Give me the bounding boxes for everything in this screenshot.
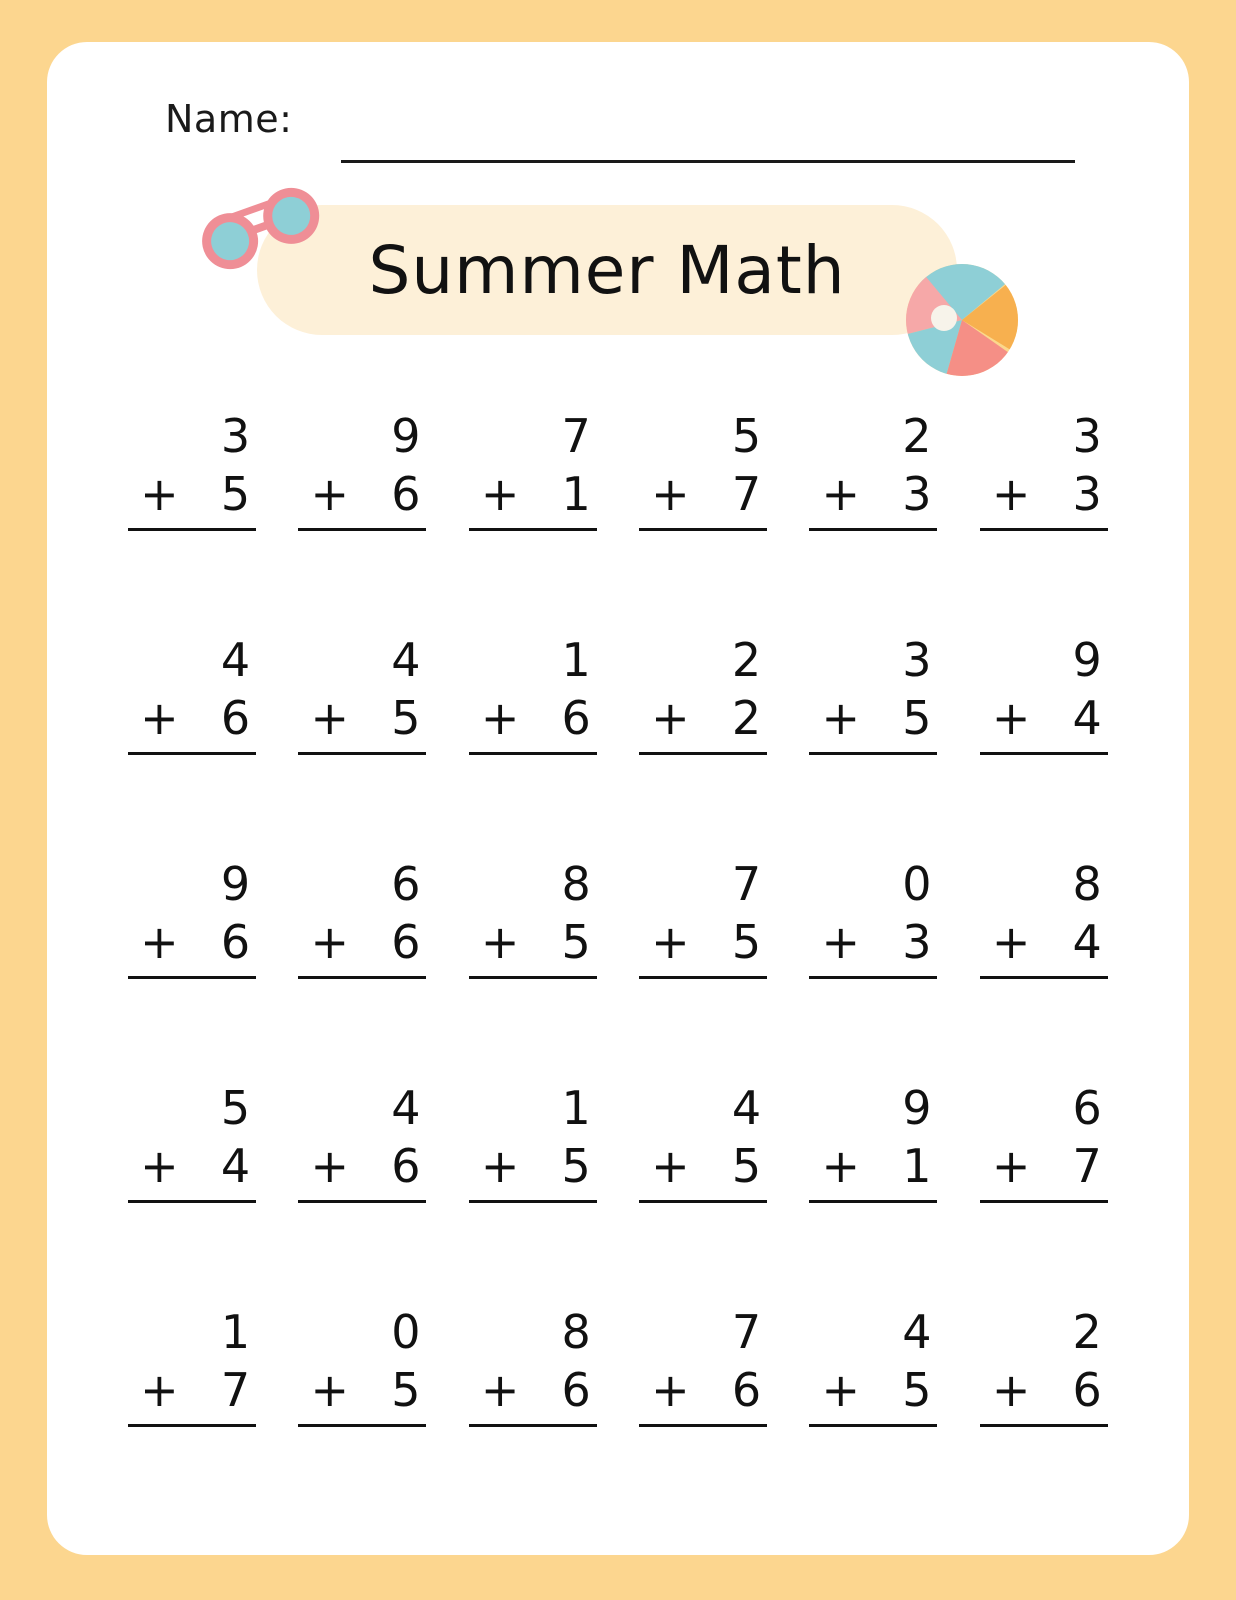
problem-22 [618, 1044, 788, 1268]
answer-rule[interactable] [298, 1424, 426, 1427]
operator: + [821, 1139, 861, 1193]
addend-bottom: 6 [1072, 1363, 1102, 1417]
operator: + [651, 1363, 690, 1417]
operator: + [310, 915, 350, 969]
operator: + [651, 691, 690, 745]
addend-bottom: 5 [902, 691, 932, 745]
addend-bottom: 7 [731, 467, 762, 521]
addend-bottom: 7 [220, 1363, 251, 1417]
problem-7 [107, 596, 277, 820]
answer-rule[interactable] [469, 1200, 597, 1203]
operator: + [991, 1363, 1031, 1417]
problem-23 [788, 1044, 958, 1268]
operator: + [991, 691, 1031, 745]
problem-26 [277, 1268, 447, 1492]
addend-top: 4 [902, 1305, 932, 1359]
answer-rule[interactable] [469, 1424, 597, 1427]
operator: + [821, 467, 861, 521]
answer-rule[interactable] [639, 1424, 767, 1427]
name-row [165, 97, 1075, 167]
name-write-line[interactable] [341, 160, 1075, 163]
answer-rule[interactable] [980, 1424, 1108, 1427]
problem-6 [959, 372, 1129, 596]
problem-27 [448, 1268, 618, 1492]
operator: + [480, 1363, 520, 1417]
operator: + [310, 1363, 350, 1417]
addend-top: 9 [391, 409, 421, 463]
addend-bottom: 3 [902, 915, 932, 969]
operator: + [310, 691, 350, 745]
answer-rule[interactable] [809, 528, 937, 531]
addend-bottom: 5 [391, 1363, 421, 1417]
addend-bottom: 6 [391, 467, 421, 521]
addend-top: 3 [1072, 409, 1102, 463]
problem-18 [959, 820, 1129, 1044]
answer-rule[interactable] [298, 528, 426, 531]
addend-top: 2 [1072, 1305, 1102, 1359]
problem-10 [618, 596, 788, 820]
problem-2 [277, 372, 447, 596]
answer-rule[interactable] [639, 752, 767, 755]
addend-top: 8 [1072, 857, 1102, 911]
worksheet-page [47, 42, 1189, 1555]
answer-rule[interactable] [809, 752, 937, 755]
operator: + [991, 1139, 1031, 1193]
addend-top: 1 [220, 1305, 251, 1359]
answer-rule[interactable] [639, 528, 767, 531]
addend-bottom: 5 [561, 1139, 591, 1193]
answer-rule[interactable] [980, 528, 1108, 531]
page-title: Summer Math [368, 231, 846, 309]
addend-top: 4 [391, 1081, 421, 1135]
answer-rule[interactable] [128, 1200, 256, 1203]
addend-top: 5 [220, 1081, 251, 1135]
answer-rule[interactable] [809, 1424, 937, 1427]
addend-top: 7 [731, 857, 762, 911]
problem-28 [618, 1268, 788, 1492]
answer-rule[interactable] [980, 976, 1108, 979]
operator: + [651, 1139, 690, 1193]
operator: + [480, 467, 520, 521]
answer-rule[interactable] [809, 976, 937, 979]
addend-top: 3 [902, 633, 932, 687]
operator: + [821, 915, 861, 969]
operator: + [821, 691, 861, 745]
addend-top: 5 [731, 409, 762, 463]
operator: + [140, 1139, 179, 1193]
addend-top: 8 [561, 1305, 591, 1359]
addend-bottom: 5 [731, 915, 762, 969]
addend-top: 7 [561, 409, 591, 463]
addend-top: 2 [731, 633, 762, 687]
addend-bottom: 6 [561, 1363, 591, 1417]
addend-bottom: 6 [220, 691, 251, 745]
addend-top: 1 [561, 1081, 591, 1135]
answer-rule[interactable] [809, 1200, 937, 1203]
operator: + [651, 915, 690, 969]
problem-3 [448, 372, 618, 596]
sunglasses-icon [197, 182, 332, 292]
beach-ball-icon [902, 260, 1022, 380]
operator: + [140, 467, 179, 521]
problem-17 [788, 820, 958, 1044]
operator: + [310, 1139, 350, 1193]
addend-bottom: 5 [731, 1139, 762, 1193]
operator: + [480, 915, 520, 969]
answer-rule[interactable] [128, 528, 256, 531]
addend-bottom: 6 [391, 1139, 421, 1193]
addend-bottom: 7 [1072, 1139, 1102, 1193]
addend-bottom: 4 [1072, 691, 1102, 745]
problem-5 [788, 372, 958, 596]
addend-bottom: 2 [731, 691, 762, 745]
problems-grid [107, 372, 1129, 1492]
addend-bottom: 4 [220, 1139, 251, 1193]
problem-20 [277, 1044, 447, 1268]
addend-bottom: 1 [902, 1139, 932, 1193]
addend-top: 6 [391, 857, 421, 911]
addend-top: 0 [391, 1305, 421, 1359]
answer-rule[interactable] [469, 976, 597, 979]
addend-top: 1 [561, 633, 591, 687]
problem-30 [959, 1268, 1129, 1492]
answer-rule[interactable] [980, 752, 1108, 755]
operator: + [140, 915, 179, 969]
addend-top: 8 [561, 857, 591, 911]
addend-top: 0 [902, 857, 932, 911]
addend-bottom: 5 [220, 467, 251, 521]
addend-top: 2 [902, 409, 932, 463]
addend-bottom: 6 [220, 915, 251, 969]
addend-bottom: 6 [731, 1363, 762, 1417]
addend-bottom: 4 [1072, 915, 1102, 969]
addend-top: 4 [391, 633, 421, 687]
addend-bottom: 3 [1072, 467, 1102, 521]
answer-rule[interactable] [469, 528, 597, 531]
problem-24 [959, 1044, 1129, 1268]
operator: + [480, 691, 520, 745]
addend-top: 9 [220, 857, 251, 911]
problem-1 [107, 372, 277, 596]
problem-4 [618, 372, 788, 596]
problem-19 [107, 1044, 277, 1268]
addend-top: 4 [220, 633, 251, 687]
answer-rule[interactable] [128, 752, 256, 755]
operator: + [140, 691, 179, 745]
addend-top: 9 [1072, 633, 1102, 687]
addend-top: 9 [902, 1081, 932, 1135]
addend-bottom: 5 [902, 1363, 932, 1417]
problem-15 [448, 820, 618, 1044]
problem-11 [788, 596, 958, 820]
operator: + [991, 915, 1031, 969]
problem-12 [959, 596, 1129, 820]
addend-top: 6 [1072, 1081, 1102, 1135]
operator: + [480, 1139, 520, 1193]
problem-21 [448, 1044, 618, 1268]
problem-16 [618, 820, 788, 1044]
problem-29 [788, 1268, 958, 1492]
answer-rule[interactable] [639, 1200, 767, 1203]
operator: + [140, 1363, 179, 1417]
operator: + [651, 467, 690, 521]
answer-rule[interactable] [128, 976, 256, 979]
answer-rule[interactable] [128, 1424, 256, 1427]
answer-rule[interactable] [298, 1200, 426, 1203]
answer-rule[interactable] [639, 976, 767, 979]
addend-bottom: 6 [391, 915, 421, 969]
addend-top: 3 [220, 409, 251, 463]
operator: + [991, 467, 1031, 521]
addend-bottom: 5 [391, 691, 421, 745]
problem-8 [277, 596, 447, 820]
answer-rule[interactable] [469, 752, 597, 755]
answer-rule[interactable] [298, 752, 426, 755]
problem-13 [107, 820, 277, 1044]
problem-14 [277, 820, 447, 1044]
addend-bottom: 6 [561, 691, 591, 745]
problem-9 [448, 596, 618, 820]
addend-bottom: 5 [561, 915, 591, 969]
addend-top: 7 [731, 1305, 762, 1359]
operator: + [821, 1363, 861, 1417]
answer-rule[interactable] [298, 976, 426, 979]
addend-top: 4 [731, 1081, 762, 1135]
problem-25 [107, 1268, 277, 1492]
addend-bottom: 1 [561, 467, 591, 521]
addend-bottom: 3 [902, 467, 932, 521]
operator: + [310, 467, 350, 521]
answer-rule[interactable] [980, 1200, 1108, 1203]
name-label: Name: [165, 97, 293, 141]
